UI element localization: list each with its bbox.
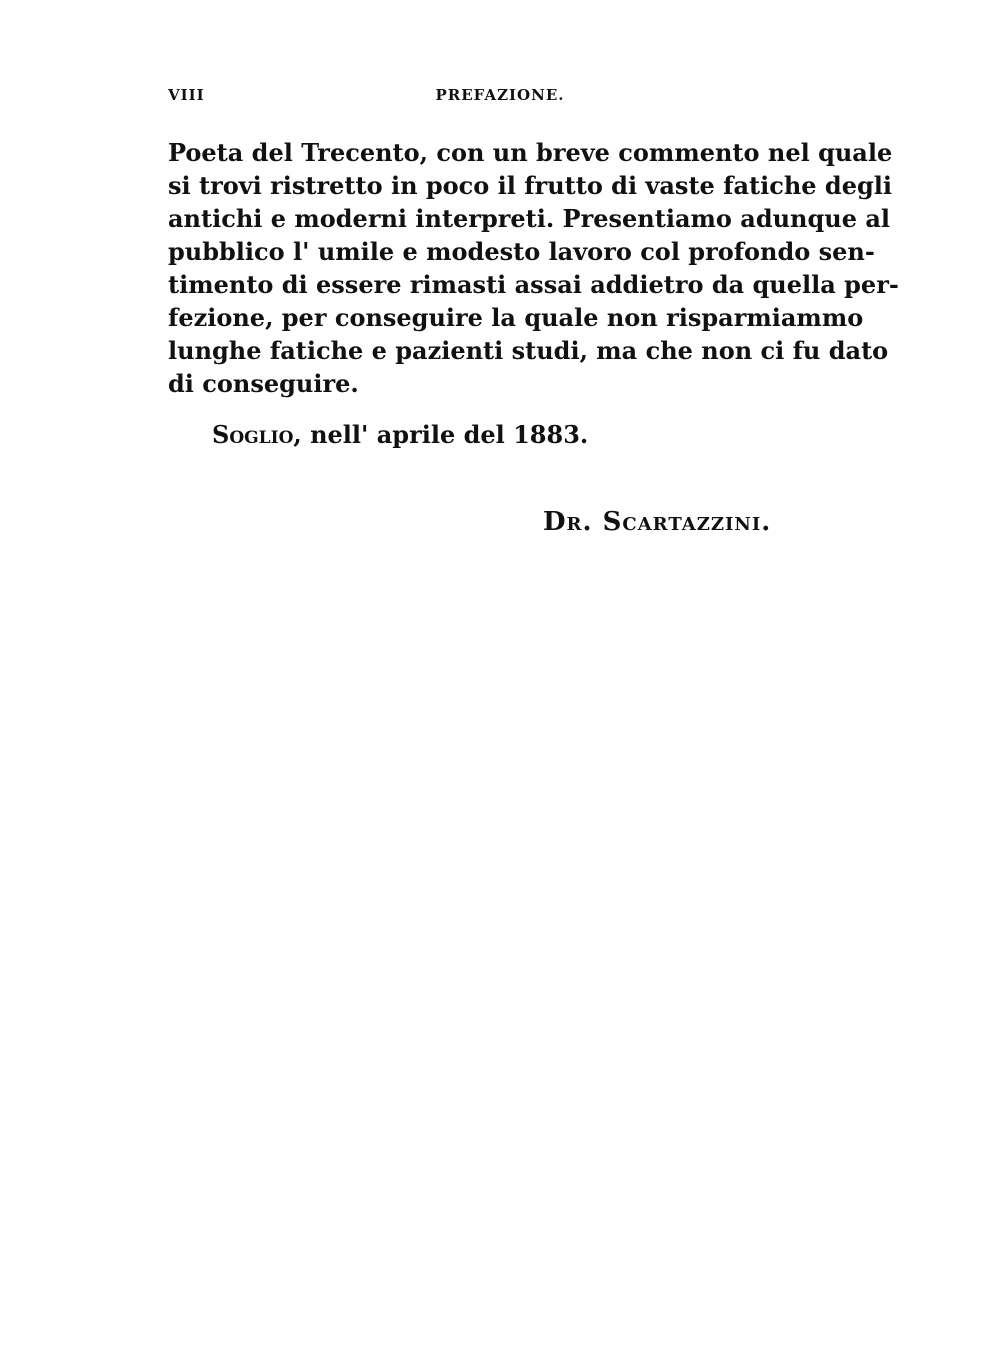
page-number: VIII [168,86,205,104]
running-head [168,86,832,112]
text-line: antichi e moderni interpreti. Presentiamo adunque al [168,204,891,233]
text-line: si trovi ristretto in poco il frutto di vaste fatiche degli [168,171,892,200]
body-paragraph [168,136,899,400]
author-signature: Dr. Scartazzini. [543,507,772,537]
place-and-date [212,418,588,451]
text-line: lunghe fatiche e pazienti studi, ma che non ci fu dato [168,336,889,365]
date-text: , nell' aprile del 1883. [293,420,589,449]
text-line: fezione, per conseguire la quale non risparmiammo [168,303,864,332]
text-line: Poeta del Trecento, con un breve commento nel quale [168,138,893,167]
running-title: PREFAZIONE. [435,86,565,104]
text-line: pubblico l' umile e modesto lavoro col profondo sen- [168,237,875,266]
place-name: Soglio [212,420,294,449]
text-line: timento di essere rimasti assai addietro da quella per- [168,270,899,299]
text-line: di conseguire. [168,369,359,398]
